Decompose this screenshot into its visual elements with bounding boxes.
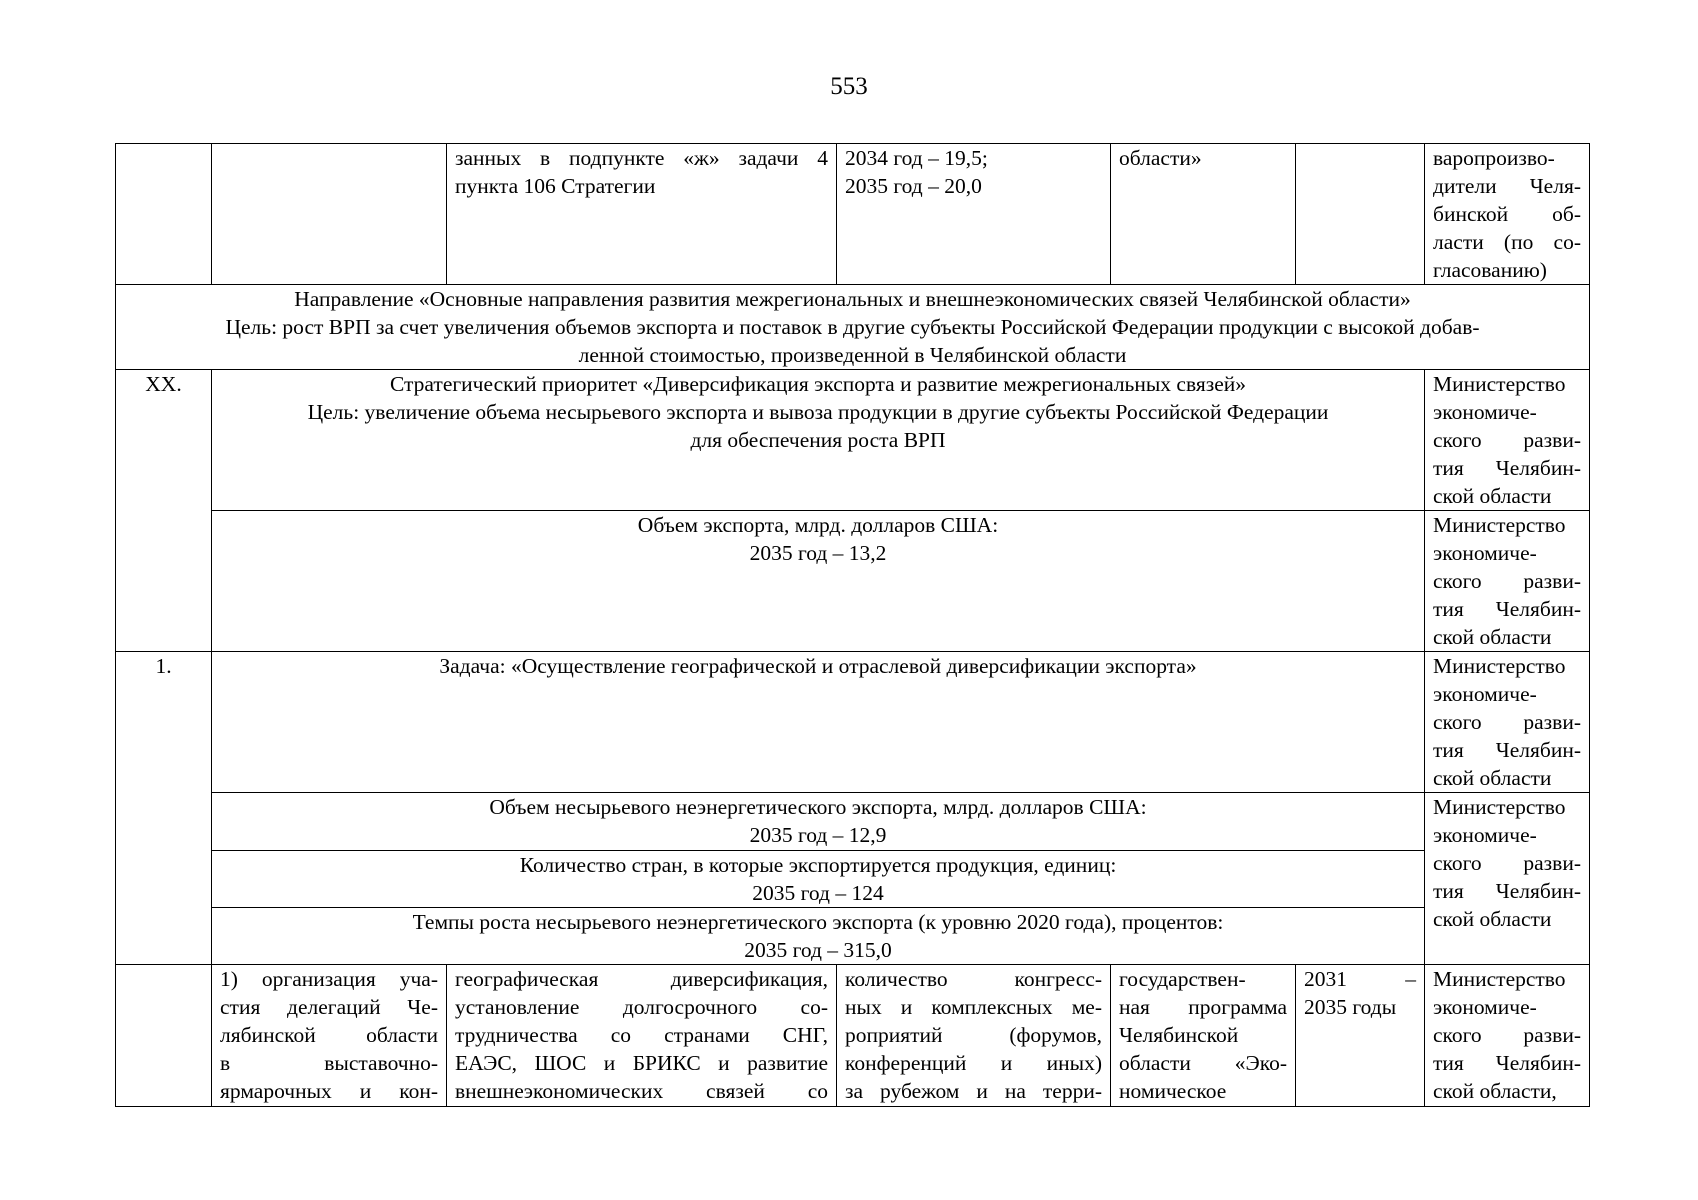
continuation-row [116,144,1590,285]
text-line: занных в подпункте «ж» задачи 4 [455,146,828,170]
indicator-label: Объем несырьевого неэнергетического экспорта, млрд. долларов США: [489,795,1147,819]
text-line: ского разви- [1433,1022,1581,1047]
priority-title: Стратегический приоритет «Диверсификация экспорта и развитие межрегиональных связей» [389,372,1247,396]
text-line: ных и комплексных ме- [845,994,1102,1019]
direction-title: Направление «Основные направления развития межрегиональных и внешнеэкономических связей Челябинской области» [294,287,1411,311]
indicator-item [212,850,1424,907]
measure-name-cell [212,144,447,285]
indicators-row [116,793,1590,965]
text-line: трудничества со странами СНГ, [455,1022,828,1047]
direction-goal-line: Цель: рост ВРП за счет увеличения объемов экспорта и поставок в другие субъекты Российской Федерации продукции с высокой добав- [225,315,1480,339]
text-line: варопроизво- [1433,146,1555,170]
task-number: 1. [116,652,212,965]
text-line: Министерство [1433,372,1566,396]
executor-cell [1425,144,1590,285]
text-line: экономиче- [1433,823,1537,847]
text-line: тия Челябин- [1433,456,1581,480]
text-line: Министерство [1433,966,1566,991]
text-line: тия Челябин- [1433,597,1581,621]
text-line: ского разви- [1433,851,1581,875]
text-line: дители Челя- [1433,174,1581,198]
text-line: государствен- [1119,966,1246,991]
priority-goal-line: Цель: увеличение объема несырьевого экспорта и вывоза продукции в другие субъекты Российской Федерации [307,400,1329,424]
executor-cell [1425,964,1590,1106]
text-line: экономиче- [1433,400,1537,424]
number-cell [116,144,212,285]
text-line: географическая диверсификация, [455,966,828,991]
direction-row [116,285,1590,370]
priority-cell [212,370,1425,511]
text-line: ЕАЭС, ШОС и БРИКС и развитие [455,1050,828,1075]
executor-cell [1425,793,1590,965]
indicator-label: Количество стран, в которые экспортируется продукция, единиц: [519,852,1117,877]
indicators-table [212,793,1424,964]
text-line: количество конгресс- [845,966,1102,991]
text-line: стия делегаций Че- [220,994,438,1019]
text-line: Министерство [1433,654,1566,678]
task-row [116,652,1590,793]
text-line: области» [1119,146,1202,170]
priority-row [116,370,1590,511]
measure-result-cell [447,964,837,1106]
text-line: ской области, [1433,1078,1557,1103]
text-line: в выставочно- [220,1050,438,1075]
indicator-value: 2035 год – 124 [752,880,884,905]
text-line: номическое [1119,1078,1227,1103]
indicator-item [212,907,1424,964]
text-line: ласти (по со- [1433,230,1581,254]
text-line: за рубежом и на терри- [845,1078,1102,1103]
indicators-cell [212,793,1425,965]
text-line: Министерство [1433,795,1566,819]
text-line: ской области [1433,625,1552,649]
export-volume-label: Объем экспорта, млрд. долларов США: [637,513,999,537]
page-number: 553 [830,73,868,100]
indicator-cell [212,793,1424,850]
text-line: ского разви- [1433,428,1581,452]
text-line: 1) организация уча- [220,966,438,991]
indicator-item [212,793,1424,850]
text-line: ярмарочных и кон- [220,1078,438,1103]
export-volume-cell [212,511,1425,652]
export-volume-value: 2035 год – 13,2 [749,541,887,565]
text-line: 2035 годы [1304,994,1397,1019]
indicator-value: 2035 год – 315,0 [744,937,892,962]
text-line: 2031 – [1304,966,1416,991]
text-line: пункта 106 Стратегии [455,174,656,198]
text-line: тия Челябин- [1433,738,1581,762]
text-line: роприятий (форумов, [845,1022,1102,1047]
indicator-value: 2035 год – 12,9 [749,823,887,847]
text-line: внешнеэкономических связей со [455,1078,828,1103]
text-line: экономиче- [1433,541,1537,565]
text-line: Министерство [1433,513,1566,537]
text-line: 2035 год – 20,0 [845,174,982,198]
task-title: Задача: «Осуществление географической и отраслевой диверсификации экспорта» [439,654,1197,678]
text-line: экономиче- [1433,682,1537,706]
text-line: конференций и иных) [845,1050,1102,1075]
task-cell [212,652,1425,793]
indicator-cell [212,907,1424,964]
text-line: тия Челябин- [1433,1050,1581,1075]
executor-cell [1425,511,1590,652]
text-line: бинской об- [1433,202,1581,226]
indicator-label: Темпы роста несырьевого неэнергетического экспорта (к уровню 2020 года), процентов: [412,909,1224,934]
measure-row [116,964,1590,1106]
period-cell [1296,144,1425,285]
text-line: экономиче- [1433,994,1537,1019]
text-line: ского разви- [1433,710,1581,734]
text-line: лябинской области [220,1022,438,1047]
text-line: ского разви- [1433,569,1581,593]
number-cell [116,964,212,1106]
text-line: гласованию) [1433,258,1547,282]
executor-cell [1425,370,1590,511]
measure-result-cell [447,144,837,285]
export-volume-row [116,511,1590,652]
indicator-cell [837,144,1111,285]
period-cell [1296,964,1425,1106]
text-line: тия Челябин- [1433,879,1581,903]
executor-cell [1425,652,1590,793]
direction-cell [116,285,1590,370]
text-line: ской области [1433,907,1552,931]
priority-goal-line: для обеспечения роста ВРП [690,428,946,452]
text-line: ная программа [1119,994,1287,1019]
program-cell [1111,144,1296,285]
priority-number: XX. [116,370,212,652]
text-line: Челябинской [1119,1022,1239,1047]
indicator-cell [837,964,1111,1106]
indicator-cell [212,850,1424,907]
text-line: установление долгосрочного со- [455,994,828,1019]
text-line: ской области [1433,766,1552,790]
strategy-table [115,143,1590,1107]
text-line: ской области [1433,484,1552,508]
measure-name-cell [212,964,447,1106]
direction-goal-line: ленной стоимостью, произведенной в Челябинской области [578,343,1127,367]
text-line: 2034 год – 19,5; [845,146,988,170]
program-cell [1111,964,1296,1106]
text-line: области «Эко- [1119,1050,1287,1075]
